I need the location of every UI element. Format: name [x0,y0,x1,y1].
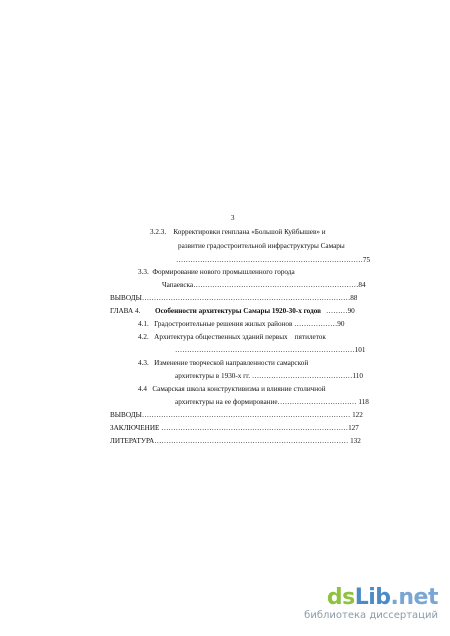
toc-chapter-4-label: ГЛАВА 4. [110,307,141,315]
page-number: 3 [231,214,235,222]
toc-entry-conclusions-3: ВЫВОДЫ……………………………………………………………………………88 [110,294,358,302]
toc-entry-3-3-line1: 3.3. Формирование нового промышленного города [138,268,295,276]
toc-entry-3-3-line2: Чапаевска……………………………………………………………84 [162,281,366,289]
toc-chapter-4-page: ………90 [326,307,355,315]
toc-entry-4-2-line2: …………………………………………………………………101 [175,346,366,354]
toc-entry-conclusion: ЗАКЛЮЧЕНИЕ ……………………………………………………………………127 [110,424,359,432]
toc-entry-references: ЛИТЕРАТУРА……………………………………………………………………… 132 [110,437,361,445]
toc-entry-4-1: 4.1. Градостроительные решения жилых районов ………………90 [138,320,345,328]
toc-entry-conclusions-4: ВЫВОДЫ…………………………………………………………………………… 122 [110,411,363,419]
toc-entry-3-2-3-line3: ……………………………………………………………………75 [176,256,371,264]
dslib-subtitle: библиотека диссертаций [304,610,438,621]
dslib-watermark [304,585,438,626]
toc-entry-4-3-line2: архитектуры в 1930-х гг. ……………………………………110 [175,372,363,380]
toc-entry-4-4-line1: 4.4 Самарская школа конструктивизма и влияние столичной [138,385,326,393]
toc-entry-4-3-line1: 4.3. Изменение творческой направленности самарской [138,359,309,367]
toc-entry-4-2-line1: 4.2. Архитектура общественных зданий первых пятилеток [138,333,326,341]
toc-entry-3-2-3-line2: развитие градостроительной инфраструктуры Самары [178,242,345,250]
dslib-logo: dsLib.net [326,585,438,610]
toc-chapter-4-title: Особенности архитектуры Самары 1920-30-х годов [155,307,321,315]
toc-entry-3-2-3-line1: 3.2.3. Корректировки генплана «Большой Куйбышев» и [150,228,326,236]
toc-entry-4-4-line2: архитектуры на ее формирование…………………………… 118 [175,398,369,406]
